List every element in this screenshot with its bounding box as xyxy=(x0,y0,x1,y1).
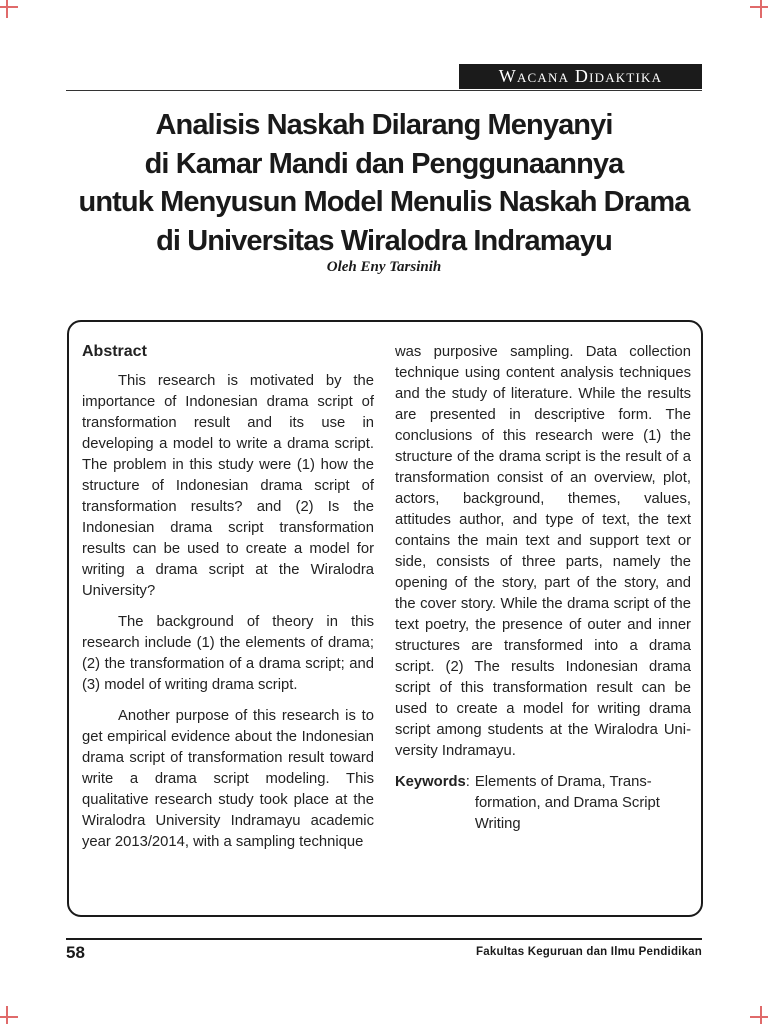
footer-faculty: Fakultas Keguruan dan Ilmu Pendidikan xyxy=(476,946,702,958)
crop-mark-bottom-right-v xyxy=(760,1006,762,1024)
article-title xyxy=(66,106,702,260)
abstract-column-right xyxy=(395,342,691,835)
author-byline: Oleh Eny Tarsinih xyxy=(326,259,442,275)
abstract-column-left xyxy=(82,341,374,853)
page-number: 58 xyxy=(66,943,85,962)
abstract-heading: Abstract xyxy=(82,343,147,360)
keywords-label: Keywords xyxy=(395,774,466,790)
journal-name-badge: Wacana Didaktika xyxy=(459,64,702,89)
title-line: di Kamar Mandi dan Penggunaannya xyxy=(144,147,624,180)
crop-mark-top-left xyxy=(0,6,18,8)
crop-mark-bottom-left-v xyxy=(6,1006,8,1024)
footer-rule xyxy=(66,938,702,940)
crop-mark-top-right-v xyxy=(760,0,762,18)
crop-mark-bottom-left xyxy=(0,1016,18,1018)
abstract-paragraph: was purposive sampling. Data collection technique using content analysis techniques and the study of literature. While the results are presented in descriptive form. The conclusions of this research were (1) the structure of the drama script is the result of a transformation consist of an overview, plot, actors, background, themes, values, attitudes author, and type of text, the text contains the main text and support text or side, consists of three parts, namely the opening of the story, part of the story, and the cover story. While the drama script of the text poetry, the presence of outer and inner structures are transformed into a drama script. (2) The results Indonesian drama script of this transformation result can be used to create a model for writing drama script among students at the Wiralodra University Indramayu. xyxy=(395,344,691,759)
crop-mark-top-left-v xyxy=(6,0,8,18)
keywords xyxy=(395,772,691,835)
title-line: untuk Menyusun Model Menulis Naskah Drama xyxy=(78,186,690,218)
crop-mark-top-right xyxy=(750,6,768,8)
abstract-paragraph: This research is motivated by the importance of Indonesian drama script of transformation result and its use in developing a model to write a drama script. The problem in this study were (1) how the structure of Indonesian drama script of transformation results? and (2) Is the Indonesian drama script transformation results can be used to create a model for writing a drama script at the Wiralodra University? xyxy=(82,373,374,599)
header-rule xyxy=(66,90,702,91)
abstract-paragraph: The background of theory in this research include (1) the elements of drama; (2) the transformation of a drama script; and (3) model of writing drama script. xyxy=(82,614,374,693)
title-line: Analisis Naskah Dilarang Menyanyi xyxy=(155,109,613,141)
title-line: di Universitas Wiralodra Indramayu xyxy=(156,224,612,257)
abstract-paragraph: Another purpose of this research is to get empirical evidence about the Indonesian drama script of transformation result toward write a drama script modeling. This qualitative research study took place at the Wiralodra University Indramayu academic year 2013/2014, with a sampling technique xyxy=(82,708,374,850)
crop-mark-bottom-right xyxy=(750,1016,768,1018)
keywords-text: Elements of Drama, Transformation, and Drama Script Writing xyxy=(474,774,660,832)
keywords-colon: : xyxy=(465,774,470,790)
